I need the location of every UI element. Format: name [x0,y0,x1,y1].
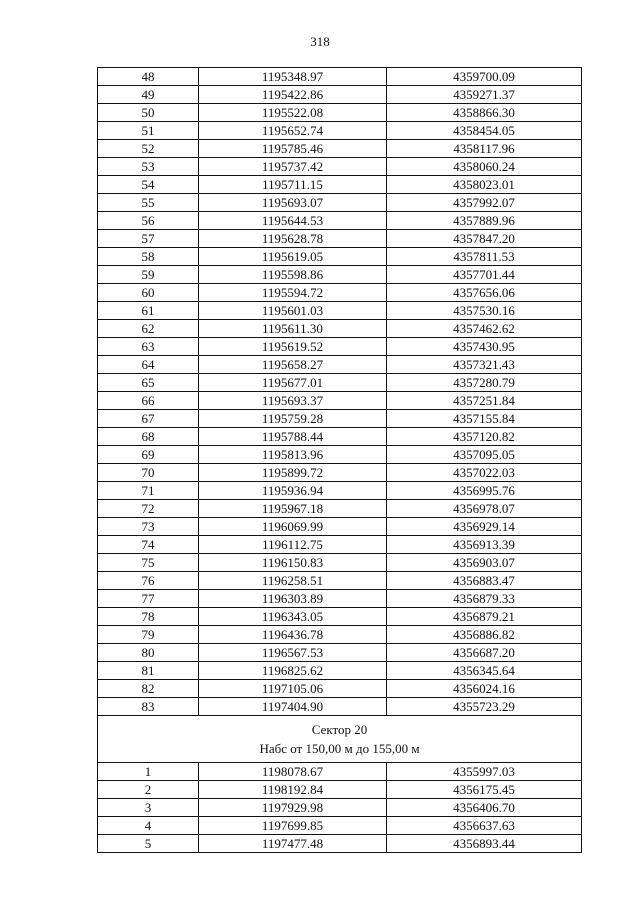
sector-header-cell [98,716,582,763]
point-number-cell: 76 [98,572,199,590]
x-coordinate-cell: 1195899.72 [199,464,387,482]
x-coordinate-cell: 1195967.18 [199,500,387,518]
x-coordinate-cell: 1197105.06 [199,680,387,698]
point-number-cell: 79 [98,626,199,644]
x-coordinate-cell: 1196069.99 [199,518,387,536]
table-row [98,763,582,781]
x-coordinate-cell: 1195522.08 [199,104,387,122]
sector-depth-range: Набс от 150,00 м до 155,00 м [259,741,420,756]
point-number-cell: 59 [98,266,199,284]
y-coordinate-cell: 4357992.07 [387,194,582,212]
x-coordinate-cell: 1196567.53 [199,644,387,662]
y-coordinate-cell: 4356903.07 [387,554,582,572]
y-coordinate-cell: 4359700.09 [387,68,582,86]
y-coordinate-cell: 4358454.05 [387,122,582,140]
y-coordinate-cell: 4357530.16 [387,302,582,320]
table-row [98,799,582,817]
table-row [98,536,582,554]
table-row [98,428,582,446]
table-row [98,356,582,374]
point-number-cell: 54 [98,176,199,194]
y-coordinate-cell: 4357462.62 [387,320,582,338]
table-row [98,518,582,536]
point-number-cell: 67 [98,410,199,428]
x-coordinate-cell: 1195936.94 [199,482,387,500]
point-number-cell: 56 [98,212,199,230]
table-row [98,781,582,799]
x-coordinate-cell: 1196303.89 [199,590,387,608]
x-coordinate-cell: 1197404.90 [199,698,387,716]
point-number-cell: 68 [98,428,199,446]
y-coordinate-cell: 4357811.53 [387,248,582,266]
x-coordinate-cell: 1195813.96 [199,446,387,464]
coordinates-table-part1 [98,68,582,716]
y-coordinate-cell: 4356995.76 [387,482,582,500]
sector-header-group [98,716,582,763]
x-coordinate-cell: 1197929.98 [199,799,387,817]
x-coordinate-cell: 1195644.53 [199,212,387,230]
y-coordinate-cell: 4356886.82 [387,626,582,644]
x-coordinate-cell: 1195619.52 [199,338,387,356]
y-coordinate-cell: 4358023.01 [387,176,582,194]
x-coordinate-cell: 1195711.15 [199,176,387,194]
point-number-cell: 69 [98,446,199,464]
point-number-cell: 66 [98,392,199,410]
y-coordinate-cell: 4355997.03 [387,763,582,781]
x-coordinate-cell: 1195693.07 [199,194,387,212]
y-coordinate-cell: 4356406.70 [387,799,582,817]
y-coordinate-cell: 4355723.29 [387,698,582,716]
point-number-cell: 82 [98,680,199,698]
table-row [98,176,582,194]
table-row [98,500,582,518]
table-row [98,338,582,356]
x-coordinate-cell: 1198078.67 [199,763,387,781]
table-row [98,248,582,266]
x-coordinate-cell: 1195785.46 [199,140,387,158]
table-row [98,302,582,320]
table-row [98,662,582,680]
coordinates-table [97,67,582,853]
page-number: 318 [310,34,330,49]
table-row [98,698,582,716]
point-number-cell: 53 [98,158,199,176]
y-coordinate-cell: 4356913.39 [387,536,582,554]
point-number-cell: 77 [98,590,199,608]
table-row [98,230,582,248]
table-row [98,122,582,140]
point-number-cell: 65 [98,374,199,392]
table-row [98,680,582,698]
sector-header-row [98,716,582,763]
x-coordinate-cell: 1195348.97 [199,68,387,86]
point-number-cell: 50 [98,104,199,122]
y-coordinate-cell: 4357889.96 [387,212,582,230]
table-row [98,68,582,86]
x-coordinate-cell: 1195594.72 [199,284,387,302]
x-coordinate-cell: 1196436.78 [199,626,387,644]
y-coordinate-cell: 4356687.20 [387,644,582,662]
y-coordinate-cell: 4356175.45 [387,781,582,799]
table-row [98,572,582,590]
point-number-cell: 49 [98,86,199,104]
table-row [98,320,582,338]
point-number-cell: 63 [98,338,199,356]
y-coordinate-cell: 4356929.14 [387,518,582,536]
point-number-cell: 60 [98,284,199,302]
x-coordinate-cell: 1195619.05 [199,248,387,266]
x-coordinate-cell: 1195693.37 [199,392,387,410]
x-coordinate-cell: 1196150.83 [199,554,387,572]
point-number-cell: 73 [98,518,199,536]
point-number-cell: 48 [98,68,199,86]
y-coordinate-cell: 4358060.24 [387,158,582,176]
x-coordinate-cell: 1197477.48 [199,835,387,853]
point-number-cell: 55 [98,194,199,212]
point-number-cell: 61 [98,302,199,320]
point-number-cell: 1 [98,763,199,781]
point-number-cell: 74 [98,536,199,554]
point-number-cell: 75 [98,554,199,572]
x-coordinate-cell: 1195759.28 [199,410,387,428]
y-coordinate-cell: 4356893.44 [387,835,582,853]
table-row [98,817,582,835]
x-coordinate-cell: 1197699.85 [199,817,387,835]
y-coordinate-cell: 4357656.06 [387,284,582,302]
y-coordinate-cell: 4356024.16 [387,680,582,698]
point-number-cell: 57 [98,230,199,248]
y-coordinate-cell: 4357251.84 [387,392,582,410]
table-row [98,608,582,626]
x-coordinate-cell: 1195652.74 [199,122,387,140]
table-row [98,284,582,302]
y-coordinate-cell: 4358866.30 [387,104,582,122]
point-number-cell: 62 [98,320,199,338]
table-row [98,374,582,392]
table-row [98,266,582,284]
point-number-cell: 58 [98,248,199,266]
point-number-cell: 70 [98,464,199,482]
table-row [98,464,582,482]
x-coordinate-cell: 1195658.27 [199,356,387,374]
sector-title: Сектор 20 [311,722,368,737]
y-coordinate-cell: 4356879.33 [387,590,582,608]
x-coordinate-cell: 1196825.62 [199,662,387,680]
x-coordinate-cell: 1195611.30 [199,320,387,338]
y-coordinate-cell: 4356879.21 [387,608,582,626]
y-coordinate-cell: 4356883.47 [387,572,582,590]
point-number-cell: 2 [98,781,199,799]
point-number-cell: 81 [98,662,199,680]
x-coordinate-cell: 1195677.01 [199,374,387,392]
table-row [98,590,582,608]
y-coordinate-cell: 4357701.44 [387,266,582,284]
y-coordinate-cell: 4357280.79 [387,374,582,392]
point-number-cell: 51 [98,122,199,140]
y-coordinate-cell: 4357155.84 [387,410,582,428]
y-coordinate-cell: 4357430.95 [387,338,582,356]
x-coordinate-cell: 1195788.44 [199,428,387,446]
x-coordinate-cell: 1195598.86 [199,266,387,284]
point-number-cell: 3 [98,799,199,817]
x-coordinate-cell: 1195601.03 [199,302,387,320]
x-coordinate-cell: 1195628.78 [199,230,387,248]
y-coordinate-cell: 4359271.37 [387,86,582,104]
x-coordinate-cell: 1195422.86 [199,86,387,104]
y-coordinate-cell: 4357095.05 [387,446,582,464]
point-number-cell: 72 [98,500,199,518]
table-row [98,86,582,104]
table-row [98,410,582,428]
point-number-cell: 64 [98,356,199,374]
table-row [98,104,582,122]
coordinates-table-part2 [98,763,582,853]
y-coordinate-cell: 4358117.96 [387,140,582,158]
point-number-cell: 52 [98,140,199,158]
table-row [98,158,582,176]
point-number-cell: 80 [98,644,199,662]
table-row [98,392,582,410]
y-coordinate-cell: 4356345.64 [387,662,582,680]
table-row [98,644,582,662]
x-coordinate-cell: 1196258.51 [199,572,387,590]
point-number-cell: 4 [98,817,199,835]
point-number-cell: 5 [98,835,199,853]
y-coordinate-cell: 4357120.82 [387,428,582,446]
y-coordinate-cell: 4356637.63 [387,817,582,835]
table-row [98,140,582,158]
x-coordinate-cell: 1196112.75 [199,536,387,554]
table-row [98,212,582,230]
table-row [98,626,582,644]
table-row [98,194,582,212]
y-coordinate-cell: 4357847.20 [387,230,582,248]
table-row [98,482,582,500]
y-coordinate-cell: 4357321.43 [387,356,582,374]
table-row [98,446,582,464]
point-number-cell: 78 [98,608,199,626]
table-row [98,554,582,572]
y-coordinate-cell: 4357022.03 [387,464,582,482]
point-number-cell: 83 [98,698,199,716]
x-coordinate-cell: 1196343.05 [199,608,387,626]
x-coordinate-cell: 1198192.84 [199,781,387,799]
x-coordinate-cell: 1195737.42 [199,158,387,176]
table-row [98,835,582,853]
y-coordinate-cell: 4356978.07 [387,500,582,518]
point-number-cell: 71 [98,482,199,500]
